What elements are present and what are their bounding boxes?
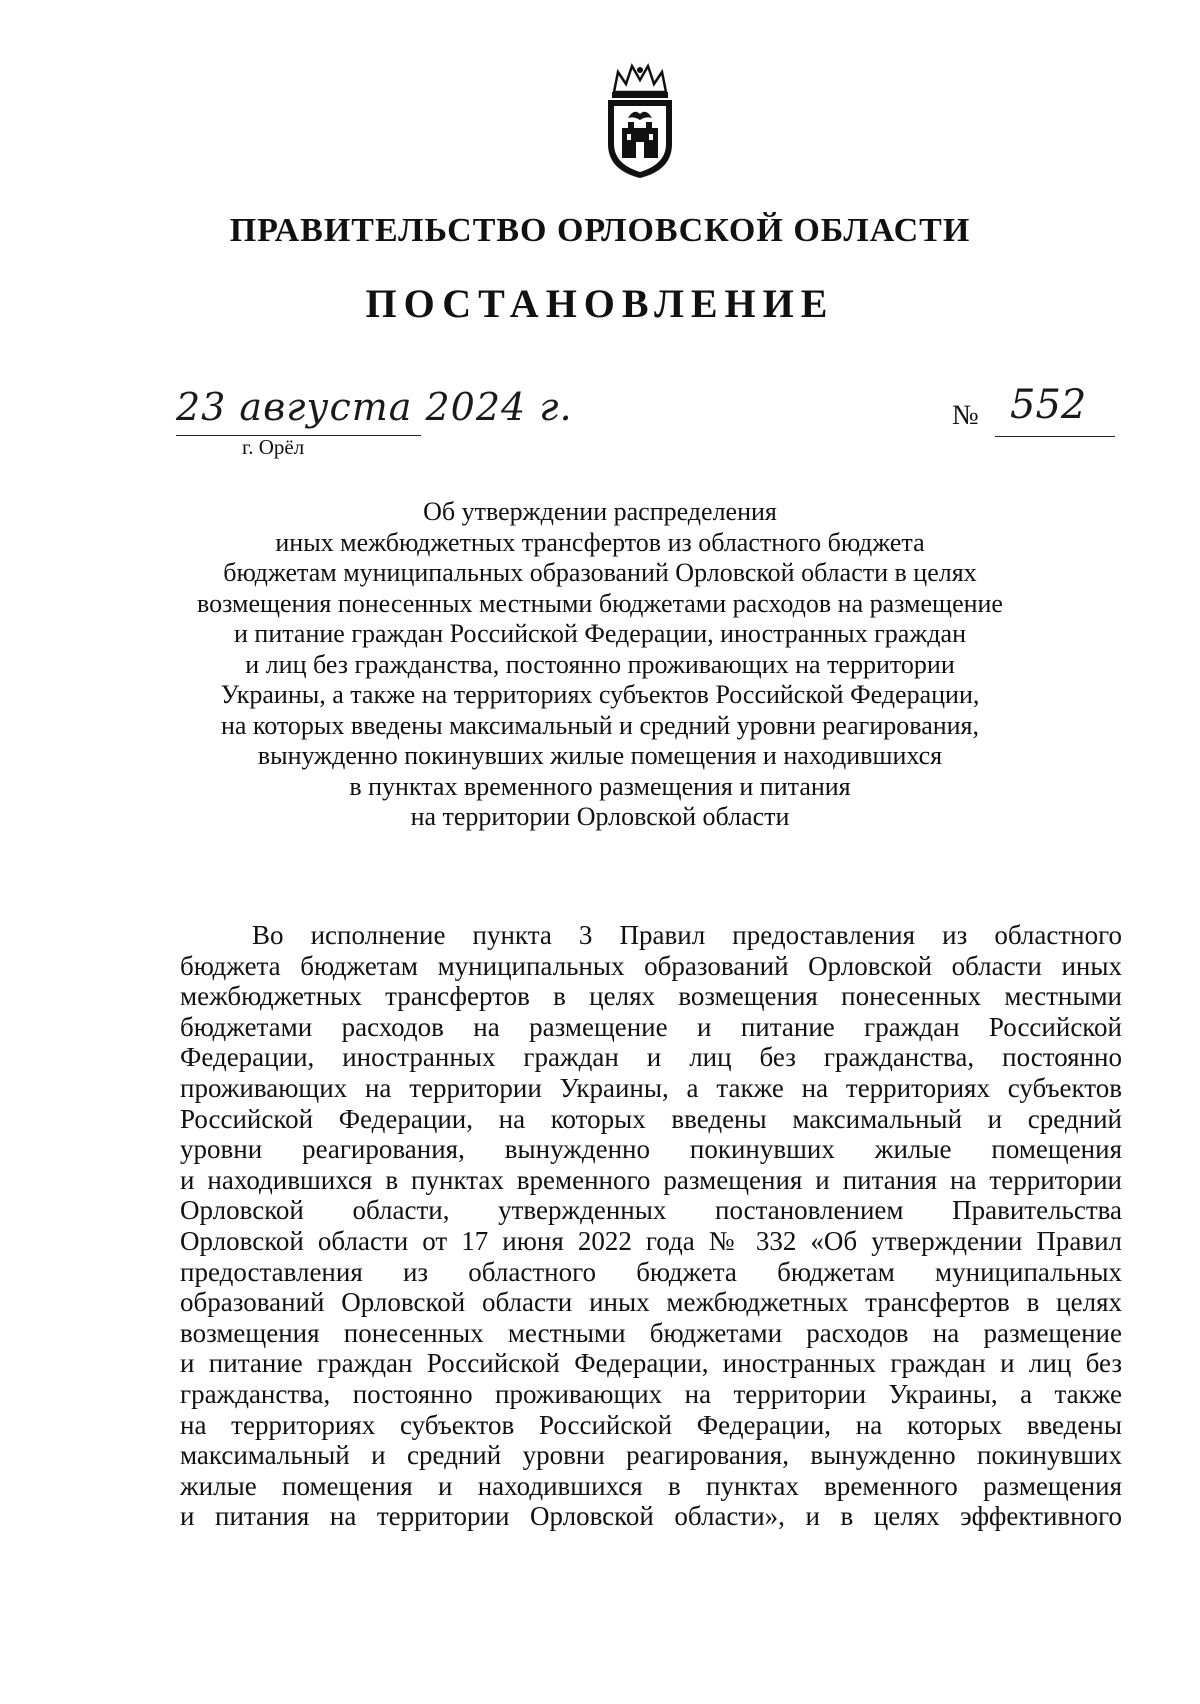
body-line: и питание граждан Российской Федерации, иностранных граждан и лиц без	[180, 1348, 1122, 1379]
body-line: на территориях субъектов Российской Федерации, на которых введены	[180, 1409, 1122, 1440]
subject-line: на которых введены максимальный и средний уровни реагирования,	[220, 710, 980, 740]
body-line: жилые помещения и находившихся в пунктах временного размещения	[180, 1470, 1122, 1501]
number-underline	[995, 436, 1115, 437]
body-line: межбюджетных трансфертов в целях возмещения понесенных местными	[180, 981, 1122, 1012]
subject-line: бюджетам муниципальных образований Орловской области в целях	[223, 558, 977, 587]
body-line: бюджета бюджетам муниципальных образований Орловской области иных	[180, 950, 1122, 981]
subject-line: Украины, а также на территориях субъектов Российской Федерации,	[220, 680, 980, 709]
subject-line: и лиц без гражданства, постоянно проживающих на территории	[245, 649, 955, 679]
body-line: и находившихся в пунктах временного размещения и питания на территории	[180, 1164, 1122, 1195]
document-body	[180, 920, 1122, 1532]
subject-line: в пунктах временного размещения и питания	[349, 771, 851, 801]
body-line: предоставления из областного бюджета бюджетам муниципальных	[180, 1256, 1122, 1287]
document-subject	[150, 497, 1050, 833]
body-line: Во исполнение пункта 3 Правил предоставления из областного	[252, 920, 1122, 950]
body-line: Российской Федерации, на которых введены максимальный и средний	[180, 1103, 1122, 1134]
body-line: гражданства, постоянно проживающих на территории Украины, а также	[180, 1378, 1122, 1409]
handwritten-number: 552	[1010, 382, 1087, 428]
body-line: Федерации, иностранных граждан и лиц без гражданства, постоянно	[180, 1042, 1122, 1073]
body-line: возмещения понесенных местными бюджетами расходов на размещение	[180, 1317, 1122, 1348]
body-line: максимальный и средний уровни реагирования, вынужденно покинувших	[180, 1440, 1122, 1471]
body-line: образований Орловской области иных межбюджетных трансфертов в целях	[180, 1287, 1122, 1318]
subject-line: на территории Орловской области	[410, 802, 790, 831]
handwritten-date: 23 августа 2024 г.	[176, 385, 573, 429]
body-line: проживающих на территории Украины, а также на территориях субъектов	[180, 1072, 1122, 1103]
body-line: Орловской области, утвержденных постановлением Правительства	[180, 1195, 1122, 1226]
coat-of-arms-icon	[600, 62, 680, 180]
number-label: №	[952, 400, 979, 431]
subject-line: и питание граждан Российской Федерации, иностранных граждан	[234, 619, 966, 648]
document-type-title: ПОСТАНОВЛЕНИЕ	[365, 281, 835, 326]
organization-title: ПРАВИТЕЛЬСТВО ОРЛОВСКОЙ ОБЛАСТИ	[229, 212, 971, 249]
body-line: Орловской области от 17 июня 2022 года № 332 «Об утверждении Правил	[180, 1225, 1122, 1256]
body-line: бюджетами расходов на размещение и питание граждан Российской	[180, 1011, 1122, 1042]
body-line: уровни реагирования, вынужденно покинувших жилые помещения	[180, 1134, 1122, 1165]
subject-line: иных межбюджетных трансфертов из областного бюджета	[275, 527, 925, 557]
city-label: г. Орёл	[242, 435, 305, 459]
subject-line: возмещения понесенных местными бюджетами расходов на размещение	[197, 588, 1003, 618]
subject-line: вынужденно покинувших жилые помещения и находившихся	[257, 741, 943, 770]
body-line: и питания на территории Орловской области», и в целях эффективного	[180, 1501, 1122, 1532]
subject-line: Об утверждении распределения	[423, 497, 777, 526]
